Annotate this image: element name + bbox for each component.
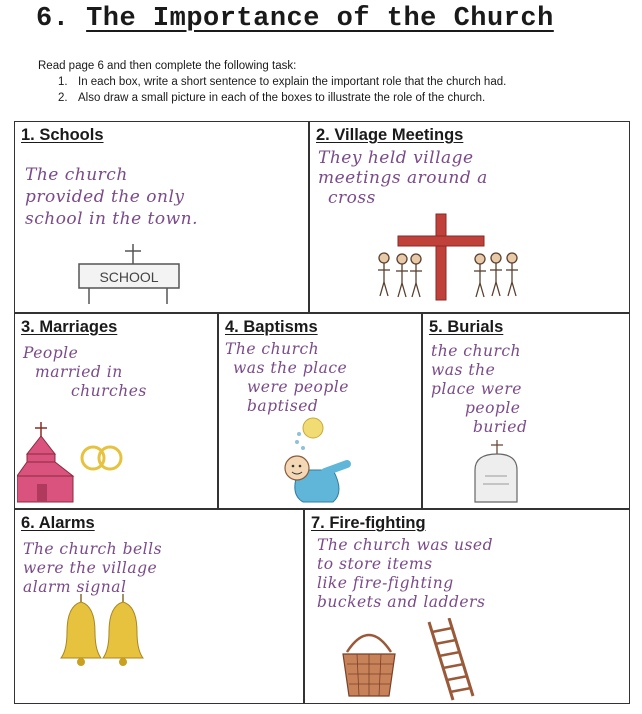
- answer-line: married in: [35, 363, 123, 381]
- answer-line: The church: [25, 165, 128, 185]
- answer-line: The church was used: [317, 536, 493, 554]
- box-heading: 7. Fire-fighting: [311, 514, 426, 532]
- worksheet-grid: [14, 121, 630, 704]
- answer-line: were the village: [23, 559, 158, 577]
- answer-line: like fire-fighting: [317, 574, 454, 592]
- box-heading: 3. Marriages: [21, 318, 118, 336]
- answer-line: to store items: [317, 555, 433, 573]
- box-heading: 2. Village Meetings: [316, 126, 464, 144]
- answer-line: They held village: [318, 148, 474, 168]
- answer-line: baptised: [247, 397, 319, 415]
- box-village-meetings: [309, 121, 630, 313]
- answer-line: buried: [473, 418, 528, 436]
- task-item: [38, 90, 506, 106]
- box-answer: [317, 536, 493, 612]
- answer-line: buckets and ladders: [317, 593, 486, 611]
- box-answer: [225, 340, 349, 416]
- cross-meeting-drawing: [378, 206, 528, 306]
- answer-line: place were: [431, 380, 522, 398]
- answer-line: cross: [328, 188, 376, 208]
- instructions-intro: Read page 6 and then complete the following task:: [38, 60, 297, 72]
- box-heading: 1. Schools: [21, 126, 104, 144]
- bells-drawing: [59, 594, 151, 670]
- bucket-ladder-drawing: [341, 618, 491, 702]
- answer-line: school in the town.: [25, 209, 199, 229]
- task-number: 1.: [58, 76, 68, 88]
- answer-line: people: [465, 399, 521, 417]
- box-heading: 4. Baptisms: [225, 318, 318, 336]
- instructions: [38, 58, 506, 106]
- box-heading: 6. Alarms: [21, 514, 95, 532]
- task-list: [38, 74, 506, 106]
- answer-line: was the: [431, 361, 496, 379]
- page-title: [36, 4, 554, 34]
- box-answer: [25, 164, 198, 230]
- gravestone-drawing: [471, 440, 521, 504]
- answer-line: churches: [71, 382, 147, 400]
- answer-line: The church: [225, 340, 320, 358]
- task-number: 2.: [58, 92, 68, 104]
- answer-line: People: [23, 344, 79, 362]
- box-marriages: [14, 313, 218, 509]
- answer-line: was the place: [233, 359, 348, 377]
- box-baptisms: [218, 313, 422, 509]
- title-text: The Importance of the Church: [86, 4, 554, 34]
- school-sign-text: SCHOOL: [99, 269, 159, 285]
- title-number: 6.: [36, 4, 70, 34]
- answer-line: meetings around a: [318, 168, 488, 188]
- box-alarms: [14, 509, 304, 704]
- answer-line: alarm signal: [23, 578, 127, 596]
- box-fire-fighting: [304, 509, 630, 704]
- school-sign-drawing: [75, 242, 195, 308]
- box-schools: [14, 121, 309, 313]
- answer-line: the church: [431, 342, 522, 360]
- answer-line: The church bells: [23, 540, 163, 558]
- box-burials: [422, 313, 630, 509]
- box-answer: [431, 342, 527, 437]
- box-answer: [23, 540, 162, 597]
- task-text: Also draw a small picture in each of the boxes to illustrate the role of the church.: [78, 92, 486, 104]
- box-heading: 5. Burials: [429, 318, 504, 336]
- box-answer: [23, 344, 147, 401]
- task-item: [38, 74, 506, 90]
- baby-water-drawing: [269, 414, 359, 506]
- answer-line: were people: [247, 378, 349, 396]
- box-answer: [318, 148, 488, 208]
- task-text: In each box, write a short sentence to explain the important role that the church had.: [78, 76, 507, 88]
- church-rings-drawing: [17, 420, 137, 504]
- answer-line: provided the only: [25, 187, 185, 207]
